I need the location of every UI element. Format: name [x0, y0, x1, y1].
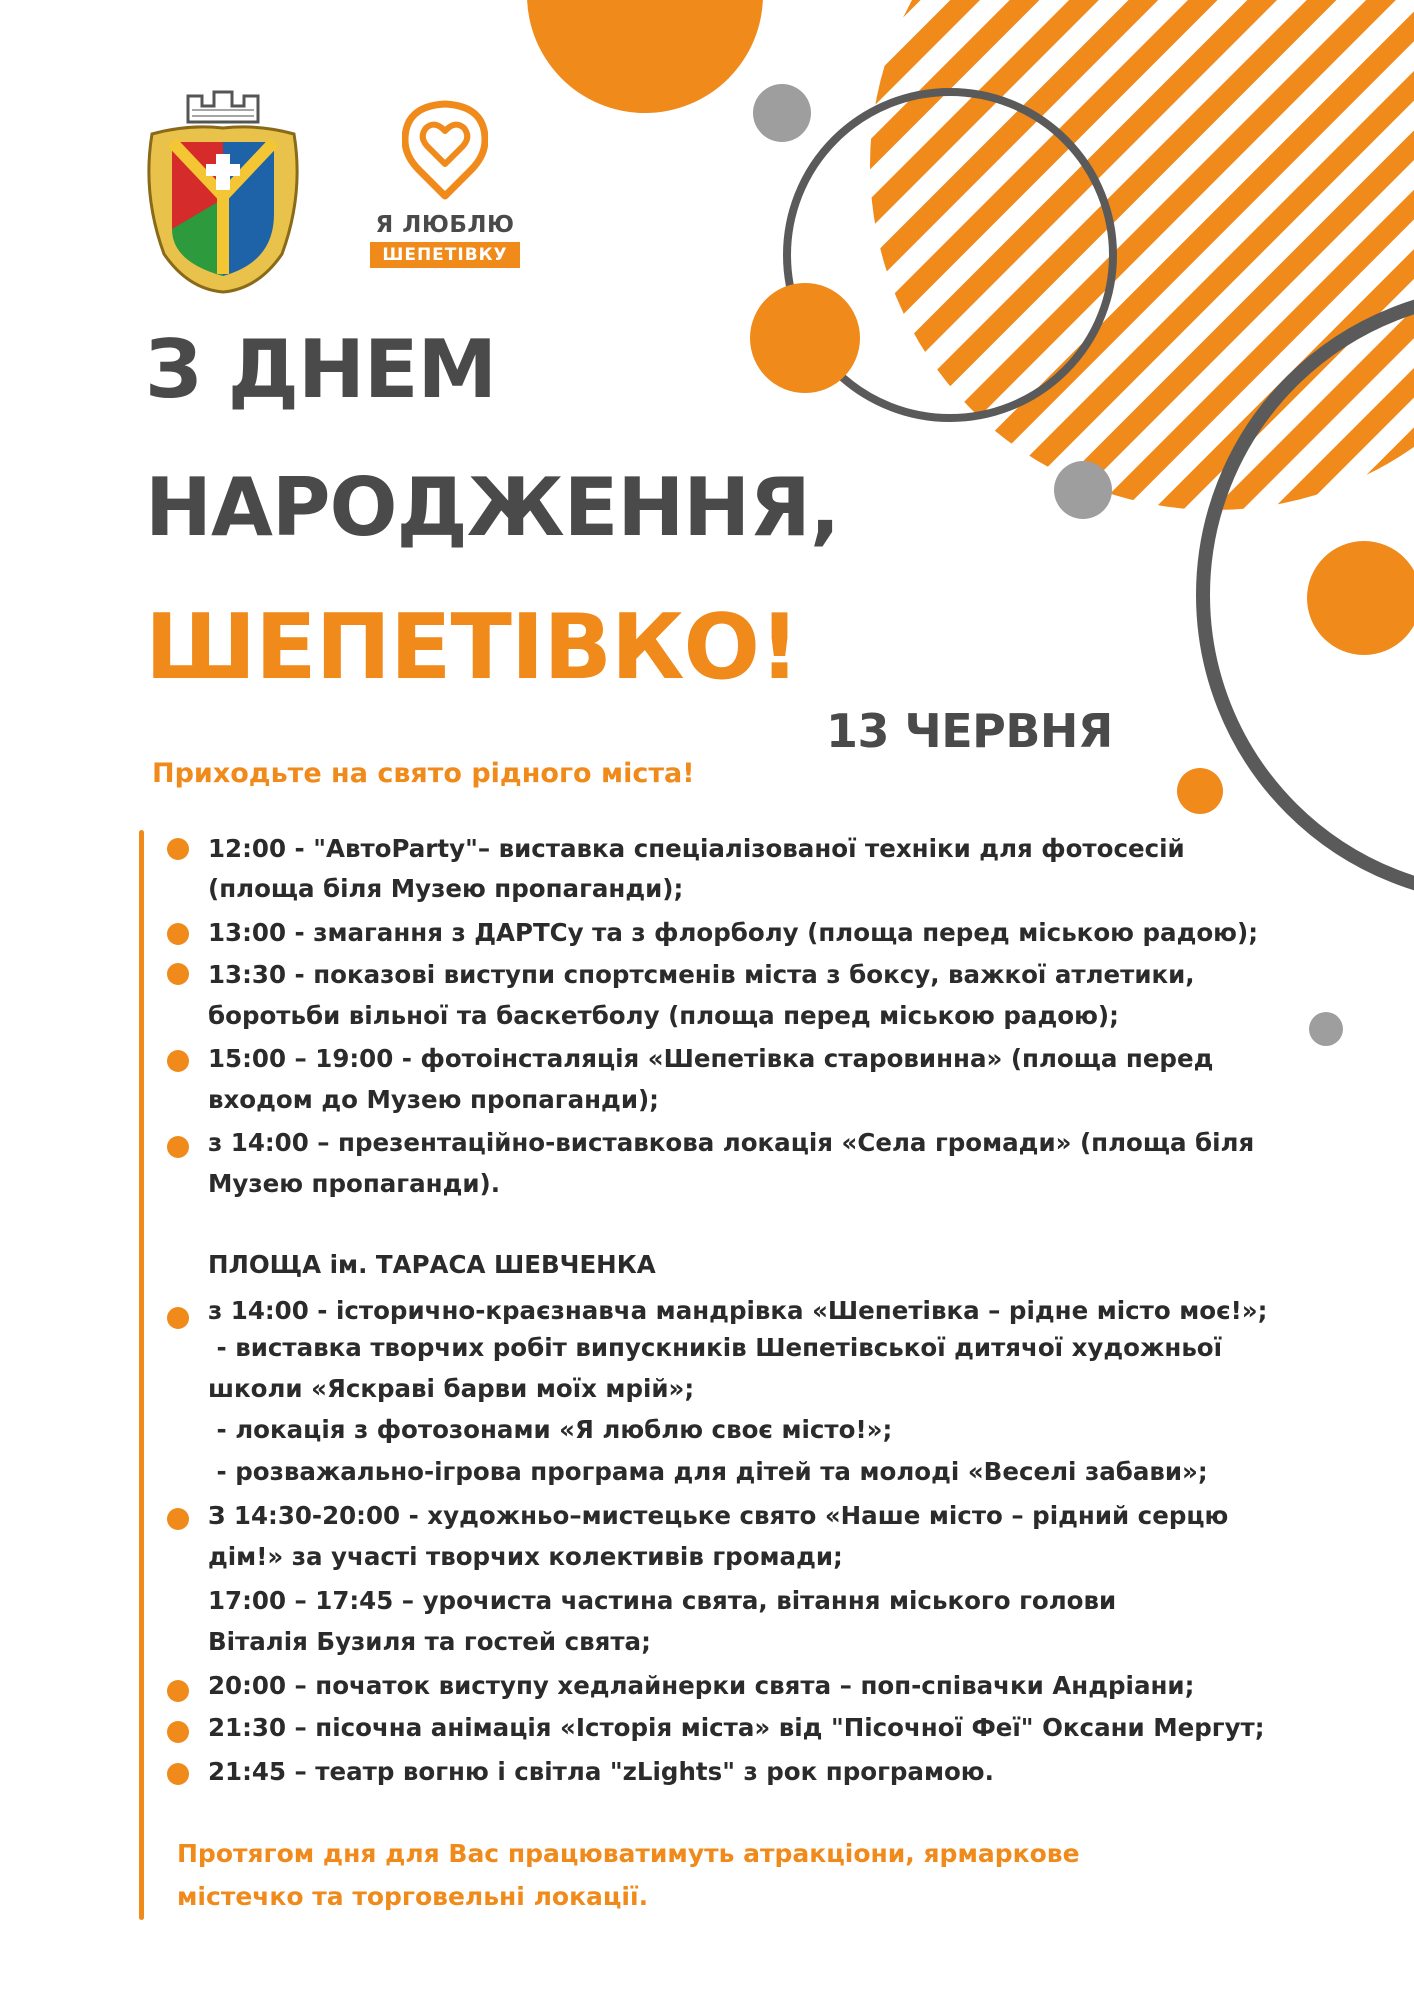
program-line: - локація з фотозонами «Я люблю своє місто!»;: [208, 1415, 893, 1444]
section-heading: ПЛОЩА ім. ТАРАСА ШЕВЧЕНКА: [208, 1250, 656, 1279]
event-date: 13 ЧЕРВНЯ: [826, 704, 1113, 758]
bullet-dot: [167, 838, 189, 860]
program-line: 15:00 – 19:00 - фотоінсталяція «Шепетівка старовинна» (площа перед: [208, 1044, 1214, 1073]
footer-line-1: Протягом дня для Вас працюватимуть атракціони, ярмаркове: [177, 1839, 1080, 1868]
program-line: 13:00 - змагання з ДАРТСу та з флорболу (площа перед міською радою);: [208, 918, 1258, 947]
bullet-dot: [167, 1307, 189, 1329]
coat-of-arms-icon: [138, 84, 308, 294]
program-line: 13:30 - показові виступи спортсменів міста з боксу, важкої атлетики,: [208, 960, 1195, 989]
program-line: (площа біля Музею пропаганди);: [208, 874, 684, 903]
program-line: - виставка творчих робіт випускників Шепетівської дитячої художньої: [208, 1333, 1223, 1362]
striped-circle: [870, 0, 1414, 510]
heart-pin-icon: [402, 100, 488, 200]
program-line: 21:30 – пісочна анімація «Історія міста» від "Пісочної Феї" Оксани Мергут;: [208, 1713, 1265, 1742]
headline-line-3: ШЕПЕТІВКО!: [145, 595, 800, 700]
logo-badge: ШЕПЕТІВКУ: [370, 242, 519, 268]
grey-dot-bottom: [1309, 1012, 1343, 1046]
left-accent-line: [139, 830, 144, 1920]
bullet-dot: [167, 1763, 189, 1785]
bullet-dot: [167, 1680, 189, 1702]
orange-dot-small: [1177, 768, 1223, 814]
program-line: 21:45 – театр вогню і світла "zLights" з рок програмою.: [208, 1757, 994, 1786]
program-line: школи «Яскраві барви моїх мрій»;: [208, 1374, 695, 1403]
program-line: з 14:00 – презентаційно-виставкова локація «Села громади» (площа біля: [208, 1128, 1255, 1157]
program-line: Віталія Бузиля та гостей свята;: [208, 1627, 651, 1656]
program-line: з 14:00 - історично-краєзнавча мандрівка «Шепетівка – рідне місто моє!»;: [208, 1296, 1268, 1325]
program-line: 20:00 – початок виступу хедлайнерки свята – поп-співачки Андріани;: [208, 1671, 1195, 1700]
headline-line-1: З ДНЕМ: [145, 323, 497, 416]
bullet-dot: [167, 1721, 189, 1743]
grey-dot-top: [753, 84, 811, 142]
bullet-dot: [167, 1050, 189, 1072]
bullet-dot: [167, 923, 189, 945]
orange-circle-top: [527, 0, 763, 113]
program-line: дім!» за участі творчих колективів громади;: [208, 1542, 843, 1571]
program-line: боротьби вільної та баскетболу (площа перед міською радою);: [208, 1001, 1119, 1030]
orange-circle-right: [1307, 541, 1414, 655]
bullet-dot: [167, 963, 189, 985]
program-line: 17:00 – 17:45 – урочиста частина свята, вітання міського голови: [208, 1586, 1117, 1615]
program-line: 12:00 - "АвтоParty"– виставка спеціалізованої техніки для фотосесій: [208, 834, 1185, 863]
grey-dot-mid: [1054, 461, 1112, 519]
program-line: З 14:30-20:00 - художньо–мистецьке свято «Наше місто – рідний серцю: [208, 1501, 1229, 1530]
logo-text: Я ЛЮБЛЮ: [375, 212, 515, 238]
bullet-dot: [167, 1508, 189, 1530]
i-love-logo: [360, 100, 530, 268]
headline-line-2: НАРОДЖЕННЯ,: [145, 461, 840, 554]
bullet-dot: [167, 1136, 189, 1158]
orange-circle-mid: [750, 283, 860, 393]
footer-line-2: містечко та торговельні локації.: [177, 1882, 649, 1911]
program-line: Музею пропаганди).: [208, 1169, 501, 1198]
program-line: входом до Музею пропаганди);: [208, 1085, 659, 1114]
program-line: - розважально-ігрова програма для дітей та молоді «Веселі забави»;: [208, 1457, 1208, 1486]
invite-subtitle: Приходьте на свято рідного міста!: [152, 758, 695, 789]
